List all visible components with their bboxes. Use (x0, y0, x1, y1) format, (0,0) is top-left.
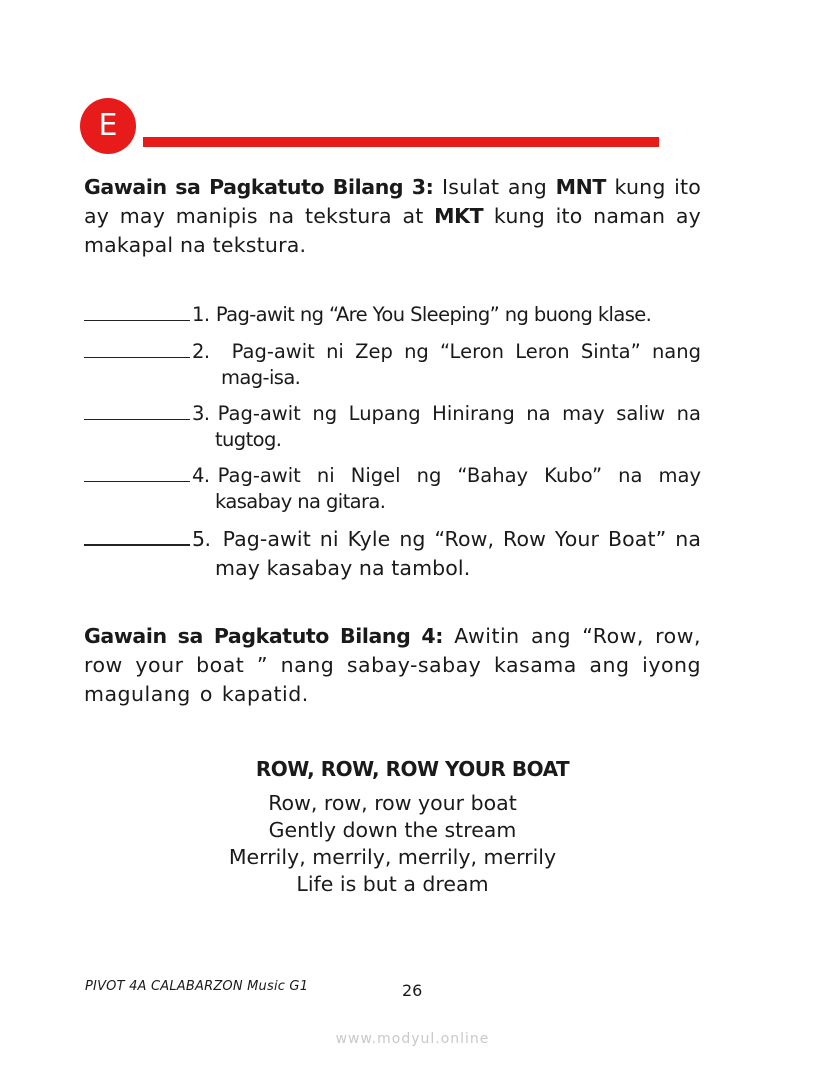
item-number: 2. (192, 340, 210, 363)
item-text: Pag-awit ng Lupang Hinirang na may saliw na (217, 402, 701, 425)
list-item (84, 463, 701, 515)
item-text-continued: tugtog. (215, 428, 282, 451)
song-lyric-line: Life is but a dream (296, 872, 489, 896)
item-text-continued: kasabay na gitara. (215, 490, 386, 513)
section-divider-bar (143, 137, 659, 147)
song-lyric-line: Gently down the stream (268, 818, 517, 842)
activity3-text-1: Isulat ang (442, 175, 547, 199)
song-lyric-line: Row, row, row your boat (268, 791, 517, 815)
list-item (84, 302, 701, 328)
section-letter-badge (80, 98, 136, 154)
activity3-instructions (84, 173, 701, 260)
item-text: Pag-awit ni Nigel ng “Bahay Kubo” na may (217, 464, 701, 487)
item-text: Pag-awit ni Zep ng “Leron Leron Sinta” nang (231, 340, 701, 363)
footer-module-label: PIVOT 4A CALABARZON Music G1 (85, 979, 309, 994)
answer-blank[interactable] (84, 402, 190, 420)
list-item (84, 339, 701, 391)
activity3-title: Gawain sa Pagkatuto Bilang 3: (84, 175, 434, 199)
activity4-title: Gawain sa Pagkatuto Bilang 4: (84, 624, 444, 648)
item-number: 4. (192, 464, 210, 487)
answer-blank[interactable] (84, 340, 190, 358)
keyword-mkt: MKT (434, 204, 484, 228)
section-letter: E (98, 108, 118, 143)
item-number: 5. (192, 527, 211, 551)
list-item (84, 401, 701, 453)
activity3-text-3: kung ito naman ay makapal na tekstura. (84, 204, 701, 257)
answer-blank[interactable] (84, 527, 190, 546)
song-title: ROW, ROW, ROW YOUR BOAT (255, 757, 570, 781)
keyword-mnt: MNT (555, 175, 606, 199)
answer-blank[interactable] (84, 464, 190, 482)
item-text: Pag-awit ni Kyle ng “Row, Row Your Boat” na (222, 527, 701, 551)
activity3-text-2: kung ito ay may manipis na tekstura at (84, 175, 701, 228)
activity4-text: Awitin ang “Row, row, row your boat ” nang sabay-sabay kasama ang iyong magulang o kapatid. (84, 624, 701, 706)
activity4-instructions (84, 622, 701, 709)
song-lyric-line: Merrily, merrily, merrily, merrily (228, 845, 557, 869)
item-number: 3. (192, 402, 210, 425)
answer-blank[interactable] (84, 303, 190, 321)
item-text-continued: may kasabay na tambol. (215, 556, 471, 580)
page-number: 26 (402, 981, 423, 1000)
list-item (84, 525, 701, 583)
item-text: Pag-awit ng “Are You Sleeping” ng buong klase. (215, 303, 652, 326)
item-text-continued: mag-isa. (221, 366, 301, 389)
item-number: 1. (192, 303, 210, 326)
watermark: www.modyul.online (335, 1031, 490, 1047)
